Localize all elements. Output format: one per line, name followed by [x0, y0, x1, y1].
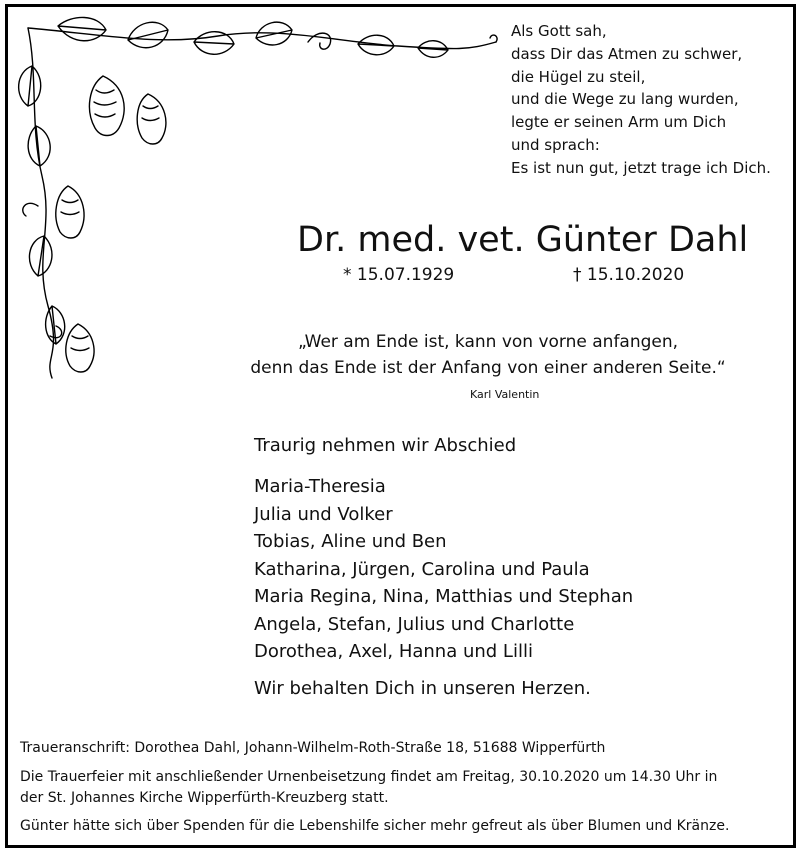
mourning-address: Traueranschrift: Dorothea Dahl, Johann-Wilhelm-Roth-Straße 18, 51688 Wipperfürth	[20, 740, 606, 756]
quote	[210, 329, 766, 381]
mourner-list	[254, 473, 633, 666]
list-item: Maria Regina, Nina, Matthias und Stephan	[254, 586, 634, 607]
quote-line: denn das Ende ist der Anfang von einer anderen Seite.“	[250, 358, 726, 378]
poem-line: die Hügel zu steil,	[511, 67, 646, 86]
list-item: Maria-Theresia	[254, 476, 386, 497]
poem-line: und sprach:	[511, 135, 600, 154]
quote-line: „Wer am Ende ist, kann von vorne anfangen,	[297, 332, 679, 352]
quote-author: Karl Valentin	[470, 388, 540, 401]
list-item: Katharina, Jürgen, Carolina und Paula	[254, 558, 590, 580]
donation-note: Günter hätte sich über Spenden für die Lebenshilfe sicher mehr gefreut als über Blumen und Kränze.	[20, 818, 730, 834]
poem-line: und die Wege zu lang wurden,	[511, 90, 739, 109]
poem-line: Als Gott sah,	[511, 22, 607, 40]
farewell-intro: Traurig nehmen wir Abschied	[254, 435, 517, 456]
deceased-name: Dr. med. vet. Günter Dahl	[297, 220, 749, 260]
closing-line: Wir behalten Dich in unseren Herzen.	[254, 678, 591, 699]
list-item: Dorothea, Axel, Hanna und Lilli	[254, 641, 533, 662]
death-date: † 15.10.2020	[573, 265, 685, 285]
poem	[511, 20, 771, 180]
poem-line: Es ist nun gut, jetzt trage ich Dich.	[511, 158, 771, 177]
ceremony-info-line2: der St. Johannes Kirche Wipperfürth-Kreuzberg statt.	[20, 790, 389, 806]
birth-date: * 15.07.1929	[343, 265, 455, 285]
poem-line: dass Dir das Atmen zu schwer,	[511, 44, 743, 63]
poem-line: legte er seinen Arm um Dich	[511, 113, 727, 132]
list-item: Angela, Stefan, Julius und Charlotte	[254, 613, 575, 635]
list-item: Tobias, Aline und Ben	[254, 531, 447, 552]
list-item: Julia und Volker	[254, 503, 393, 525]
ceremony-info-line1: Die Trauerfeier mit anschließender Urnenbeisetzung findet am Freitag, 30.10.2020 um 14.30 Uhr in	[20, 769, 718, 785]
